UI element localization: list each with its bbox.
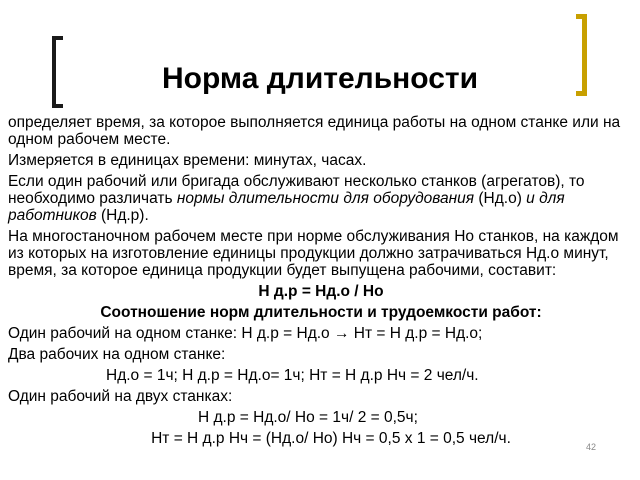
case-two-workers-formula: Нд.о = 1ч; Н д.р = Нд.о= 1ч; Нт = Н д.р Нч = 2 чел/ч. — [106, 367, 479, 384]
paragraph-units: Измеряется в единицах времени: минутах, часах. — [8, 152, 367, 169]
text-segment: Если один рабочий или бригада обслуживают несколько станков (агрегатов), то необходимо различать — [8, 173, 585, 207]
slide-body — [8, 114, 634, 451]
case-two-workers-label: Два рабочих на одном станке: — [8, 346, 226, 363]
italic-term-workers: и для работников — [8, 190, 565, 224]
paragraph-definition: определяет время, за которое выполняется единица работы на одном станке или на одном рабочем месте. — [8, 114, 621, 148]
page-number: 42 — [586, 442, 597, 452]
text-segment: (Нд.р). — [96, 207, 149, 224]
case-one-worker-two-machines-label: Один рабочий на двух станках: — [8, 388, 233, 405]
subheading-ratio: Соотношение норм длительности и трудоемкости работ: — [100, 304, 542, 321]
italic-term-equipment: нормы длительности для оборудования — [176, 190, 475, 207]
main-formula: Н д.р = Нд.о / Но — [258, 283, 384, 300]
case-three-formula-1: Н д.р = Нд.о/ Но = 1ч/ 2 = 0,5ч; — [198, 409, 418, 426]
case-one-worker-one-machine: Один рабочий на одном станке: Н д.р = Нд.о → Нт = Н д.р = Нд.о; — [8, 325, 483, 342]
text-segment: (Нд.о) — [474, 190, 527, 207]
slide-title: Норма длительности — [161, 62, 479, 95]
paragraph-multi-station: На многостаночном рабочем месте при норме обслуживания Но станков, на каждом из которых на изготовление единицы продукции должно затрачиваться Нд.о минут, время, за которое единица продукции будет выпущена рабочими, составит: — [8, 228, 619, 279]
paragraph-multi-machine — [8, 173, 634, 224]
case-three-formula-2: Нт = Н д.р Нч = (Нд.о/ Но) Нч = 0,5 х 1 = 0,5 чел/ч. — [151, 430, 511, 447]
